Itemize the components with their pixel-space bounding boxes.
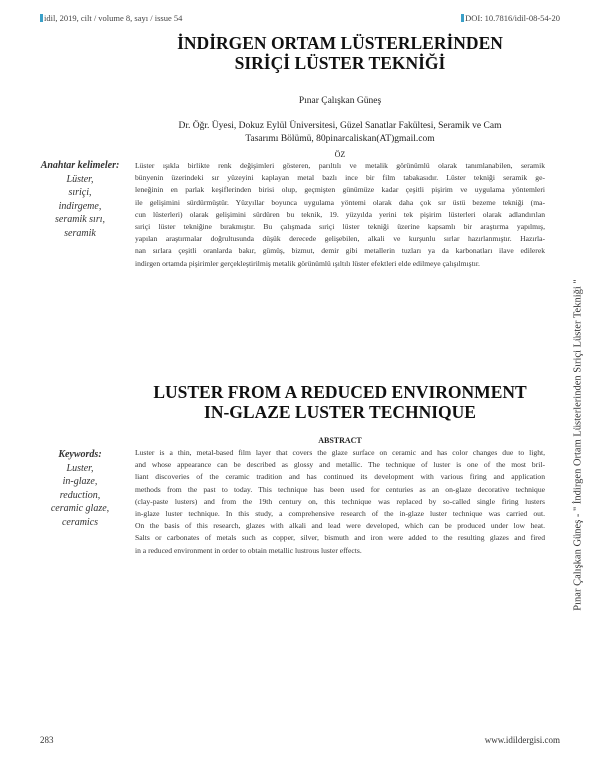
keywords-heading: Anahtar kelimeler: bbox=[40, 160, 120, 171]
keyword: ceramic glaze, bbox=[50, 503, 110, 514]
abstract-line: Salts or carbonates of metals such as copper, silver, bismuth and iron were added to the resulting glazes and fired bbox=[135, 533, 545, 543]
abstract-line: indirgen ortamda pişirimler gerçekleştirilmiş metalik görünümlü ışıltılı lüster efektleri elde edilmeye çalışılmıştır. bbox=[135, 258, 480, 268]
author: Pınar Çalışkan Güneş bbox=[298, 96, 382, 106]
page-title-tr bbox=[120, 33, 560, 73]
abstract-line: Luster is a thin, metal-based film layer that covers the glaze surface on ceramic and has color changes due to light, bbox=[135, 448, 545, 457]
abstract-line: methods from the past to today. This technique has been used for centuries as an on-glaze decorative technique bbox=[135, 484, 545, 494]
keywords-heading: Keywords: bbox=[58, 449, 102, 460]
abstract-line: nan sırlara çeşitli oranlarda bakır, gümüş, bizmut, demir gibi metallerin tuzları ya da karbonatları ilave edilerek bbox=[135, 246, 545, 256]
keyword: seramik bbox=[64, 227, 96, 239]
keyword: Luster, bbox=[66, 462, 94, 474]
page-number: 283 bbox=[40, 735, 54, 745]
abstract-tr bbox=[135, 160, 545, 270]
doi-text: DOI: 10.7816/idil-08-54-20 bbox=[465, 13, 560, 23]
keyword: reduction, bbox=[59, 489, 101, 501]
abstract-line: yapılan araştırmalar doğrultusunda düşük derecede gelişebilen, alkali ve kurşunlu sırlar hazırlanmıştır. Hazırla- bbox=[135, 234, 545, 244]
abstract-line: in-glaze luster technique. In this study, a comprehensive research of the in-glaze luster technique was carried out. bbox=[135, 508, 545, 518]
affiliation-line: Tasarımı Bölümü, 80pinarcaliskan(AT)gmail.com bbox=[245, 134, 435, 144]
running-side-title: Pınar Çalışkan Güneş - " İndirgen Ortam Lüsterlerinden Sıriçi Lüster Tekniği " bbox=[572, 279, 584, 611]
page-title-en bbox=[120, 382, 560, 422]
affiliation-line: Dr. Öğr. Üyesi, Dokuz Eylül Üniversitesi, Güzel Sanatlar Fakültesi, Seramik ve Cam bbox=[178, 121, 502, 131]
abstract-line: sıriçi lüster tekniğine bırakmıştır. Bu çalışmada sıriçi lüster tekniği üzerine kapsamlı bir araştırma yapılmış, bbox=[135, 221, 545, 231]
journal-citation bbox=[40, 13, 182, 23]
abstract-line: (clay-paste lusters) and from the 19th century on, this technique was replaced by so-called single firing lusters bbox=[135, 496, 545, 506]
abstract-line: and whose appearance can be described as glossy and metallic. The technique of luster is one of the most bril- bbox=[135, 460, 545, 470]
title-line: SIRİÇİ LÜSTER TEKNİĞİ bbox=[234, 53, 446, 73]
abstract-heading-en: ABSTRACT bbox=[318, 436, 362, 445]
title-line: İNDİRGEN ORTAM LÜSTERLERİNDEN bbox=[177, 33, 503, 53]
abstract-line: bünyenin üzerindeki sır yüzeyini kaplayan metal bazlı ince bir film tabakasıdır. Lüster tekniği seramik ge- bbox=[135, 173, 545, 183]
keyword: sıriçi, bbox=[68, 187, 92, 198]
title-line: LUSTER FROM A REDUCED ENVIRONMENT bbox=[153, 382, 527, 402]
keyword: seramik sırı, bbox=[55, 214, 105, 225]
abstract-line: ile gelişimini sürdürmüştür. Yüzyıllar boyunca uygulama yöntemi olarak daha çok sır üstü bezeme tekniği (ma- bbox=[135, 197, 545, 207]
abstract-line: Lüster ışıkla birlikte renk değişimleri gösteren, parıltılı ve metalik görünümlü olarak tanımlanabilen, seramik bbox=[135, 161, 545, 170]
affiliation bbox=[115, 120, 565, 146]
title-line: IN-GLAZE LUSTER TECHNIQUE bbox=[204, 402, 476, 422]
keywords-tr bbox=[30, 159, 130, 240]
keyword: indirgeme, bbox=[58, 200, 102, 212]
bookmark-icon bbox=[40, 14, 43, 22]
abstract-line: cun lüsterleri) olarak gelişimini sürdüren bu teknik, 19. yüzyılda yerini tek pişirim lüsterleri olarak adlandırılan bbox=[135, 209, 545, 219]
abstract-line: On the basis of this research, glazes with alkali and lead were developed, which can be produced under low heat. bbox=[135, 521, 545, 531]
keywords-en bbox=[30, 448, 130, 529]
doi bbox=[461, 13, 560, 23]
keyword: ceramics bbox=[61, 516, 99, 528]
bookmark-icon bbox=[461, 14, 464, 22]
abstract-line: in a reduced environment in order to obtain metallic lustrous luster effects. bbox=[135, 545, 362, 555]
website-link[interactable]: www.idildergisi.com bbox=[484, 735, 560, 745]
keyword: in-glaze, bbox=[62, 476, 98, 487]
keyword: Lüster, bbox=[66, 173, 94, 185]
abstract-line: liant discoveries of the ceramic tradition and has continued its development with various firing and application bbox=[135, 472, 545, 482]
abstract-en bbox=[135, 447, 545, 557]
abstract-line: leneğinin en parlak keşiflerinden birisi olup, geçmişten günümüze kadar çeşitli pişirim ve uygulama yöntemleri bbox=[135, 185, 545, 195]
citation-text: idil, 2019, cilt / volume 8, sayı / issue 54 bbox=[44, 13, 183, 23]
abstract-heading-tr: ÖZ bbox=[334, 150, 346, 159]
